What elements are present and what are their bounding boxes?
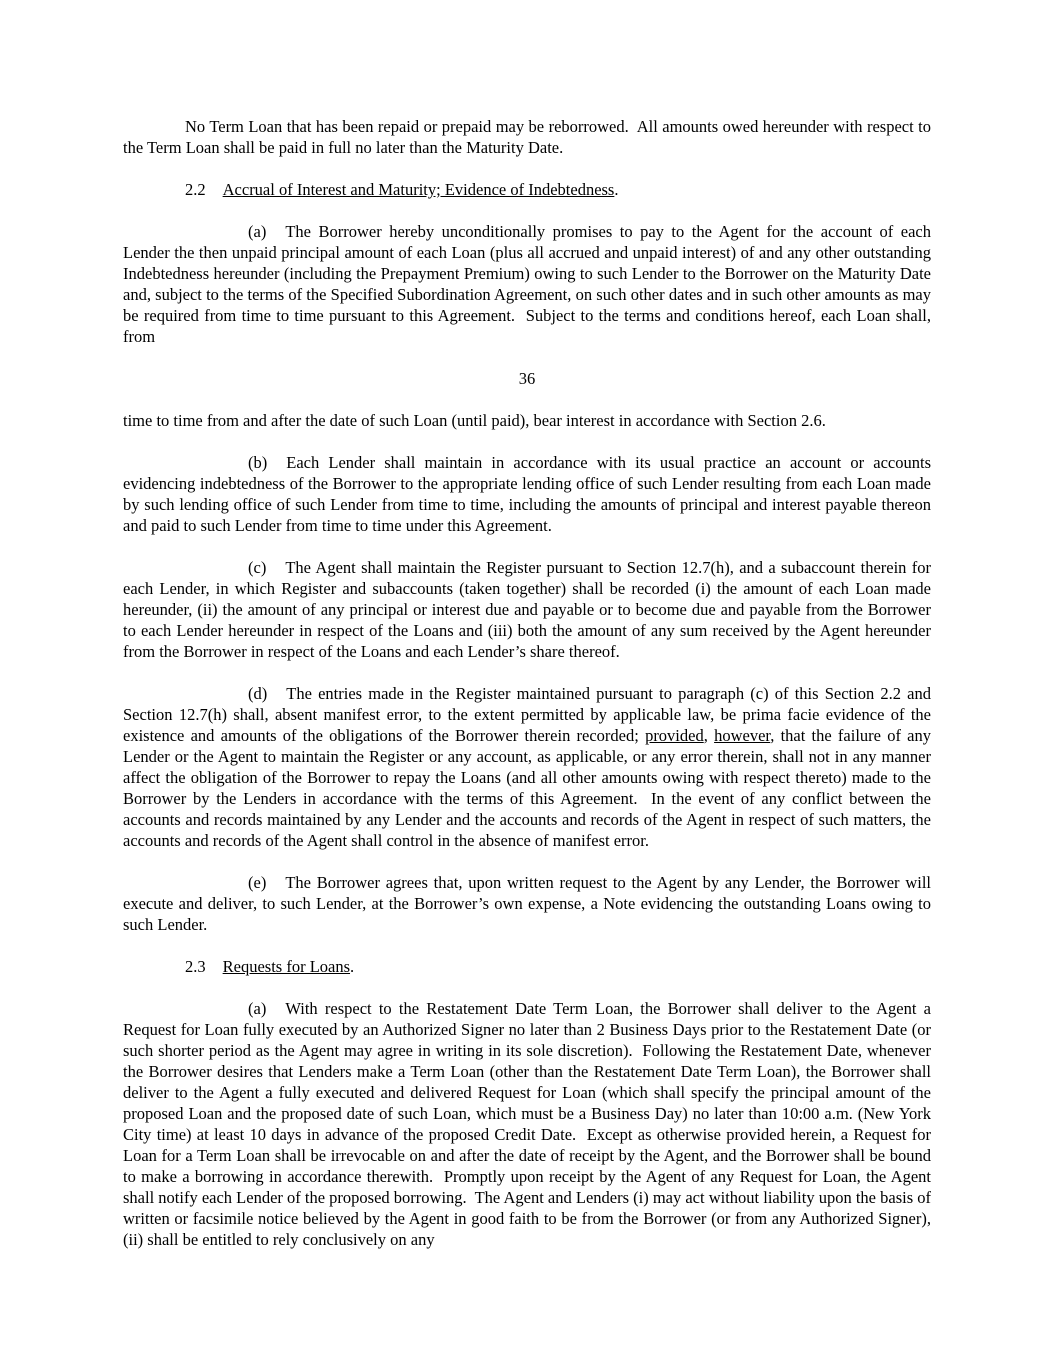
paragraph-text: With respect to the Restatement Date Term Loan, the Borrower shall deliver to the Agent a Request for Loan fully executed by an Authorized Signer no later than 2 Business Days prior to the Restatement Date (or such shorter period as the Agent may agree in writing in its sole discretion). Following the Restatement Date, whenever the Borrower desires that Lenders make a Term Loan (other than the Restatement Date Term Loan), the Borrower shall deliver to the Agent a fully executed and delivered Request for Loan (which shall specify the principal amount of the proposed Loan and the proposed date of such Loan, which must be a Business Day) no later than 10:00 a.m. (New York City time) at least 10 days in advance of the proposed Credit Date. Except as otherwise provided herein, a Request for Loan for a Term Loan shall be irrevocable on and after the date of receipt by the Agent, and the Borrower shall be bound to make a borrowing in accordance therewith. Promptly upon receipt by the Agent of any Request for Loan, the Agent shall notify each Lender of the proposed borrowing. The Agent and Lenders (i) may act without liability upon the basis of written or facsimile notice believed by the Agent in good faith to be from the Borrower (or from any Authorized Signer), (ii) shall be entitled to rely conclusively on any bbox=[123, 999, 931, 1249]
page-number-text: 36 bbox=[518, 369, 536, 388]
section-title-period: . bbox=[350, 957, 355, 976]
section-heading-2-3 bbox=[123, 956, 931, 977]
paragraph-text: Each Lender shall maintain in accordance with its usual practice an account or accounts evidencing indebtedness of the Borrower to the appropriate lending office of such Lender resulting from each Loan made by such lending office of such Lender from time to time, including the amounts of principal and interest payable thereon and paid to such Lender from time to time under this Agreement. bbox=[123, 453, 931, 535]
underlined-term-however: however bbox=[714, 726, 771, 745]
paragraph-intro bbox=[123, 116, 931, 158]
paragraph-label: (e) bbox=[248, 873, 267, 892]
paragraph-2-2-c bbox=[123, 557, 931, 662]
paragraph-label: (c) bbox=[248, 558, 267, 577]
paragraph-text: No Term Loan that has been repaid or prepaid may be reborrowed. All amounts owed hereunder with respect to the Term Loan shall be paid in full no later than the Maturity Date. bbox=[123, 117, 931, 157]
paragraph-2-2-b bbox=[123, 452, 931, 536]
paragraph-text: , bbox=[703, 726, 715, 745]
page-number bbox=[123, 368, 931, 389]
section-title: Accrual of Interest and Maturity; Evidence of Indebtedness bbox=[222, 180, 615, 199]
paragraph-text: The Borrower agrees that, upon written request to the Agent by any Lender, the Borrower will execute and deliver, to such Lender, at the Borrower’s own expense, a Note evidencing the outstanding Loans owing to such Lender. bbox=[123, 873, 931, 934]
paragraph-2-2-d bbox=[123, 683, 931, 851]
paragraph-label: (a) bbox=[248, 999, 267, 1018]
section-number: 2.3 bbox=[185, 957, 206, 976]
section-title-period: . bbox=[614, 180, 619, 199]
paragraph-label: (a) bbox=[248, 222, 267, 241]
paragraph-text: The Agent shall maintain the Register pursuant to Section 12.7(h), and a subaccount therein for each Lender, in which Register and subaccounts (taken together) shall be recorded (i) the amount of each Loan made hereunder, (ii) the amount of any principal or interest due and payable or to become due and payable from the Borrower to each Lender hereunder in respect of the Loans and (iii) both the amount of any sum received by the Agent hereunder from the Borrower in respect of the Loans and each Lender’s share thereof. bbox=[123, 558, 931, 661]
paragraph-2-2-a-continuation bbox=[123, 410, 931, 431]
paragraph-text: The Borrower hereby unconditionally promises to pay to the Agent for the account of each Lender the then unpaid principal amount of each Loan (plus all accrued and unpaid interest) of and any other outstanding Indebtedness hereunder (including the Prepayment Premium) owing to such Lender to the Borrower on the Maturity Date and, subject to the terms of the Specified Subordination Agreement, on such other dates and in such other amounts as may be required from time to time pursuant to this Agreement. Subject to the terms and conditions hereof, each Loan shall, from bbox=[123, 222, 931, 346]
section-heading-2-2 bbox=[123, 179, 931, 200]
paragraph-label: (b) bbox=[248, 453, 268, 472]
paragraph-text: The entries made in the Register maintained pursuant to paragraph (c) of this Section 2.2 and Section 12.7(h) shall, absent manifest error, to the extent permitted by applicable law, be prima facie evidence of the existence and amounts of the obligations of the Borrower therein recorded; bbox=[123, 684, 931, 745]
section-title: Requests for Loans bbox=[222, 957, 351, 976]
underlined-term-provided: provided bbox=[645, 726, 704, 745]
paragraph-text: , that the failure of any Lender or the Agent to maintain the Register or any account, as applicable, or any error therein, shall not in any manner affect the obligation of the Borrower to repay the Loans (and all other amounts owing with respect thereto) made to the Borrower by the Lenders in accordance with the terms of this Agreement. In the event of any conflict between the accounts and records maintained by any Lender and the accounts and records of the Agent in respect of such matters, the accounts and records of the Agent shall control in the absence of manifest error. bbox=[123, 726, 932, 850]
paragraph-text: time to time from and after the date of such Loan (until paid), bear interest in accordance with Section 2.6. bbox=[123, 411, 826, 430]
paragraph-2-2-a bbox=[123, 221, 931, 347]
paragraph-label: (d) bbox=[248, 684, 268, 703]
paragraph-2-2-e bbox=[123, 872, 931, 935]
section-number: 2.2 bbox=[185, 180, 206, 199]
paragraph-2-3-a bbox=[123, 998, 931, 1250]
